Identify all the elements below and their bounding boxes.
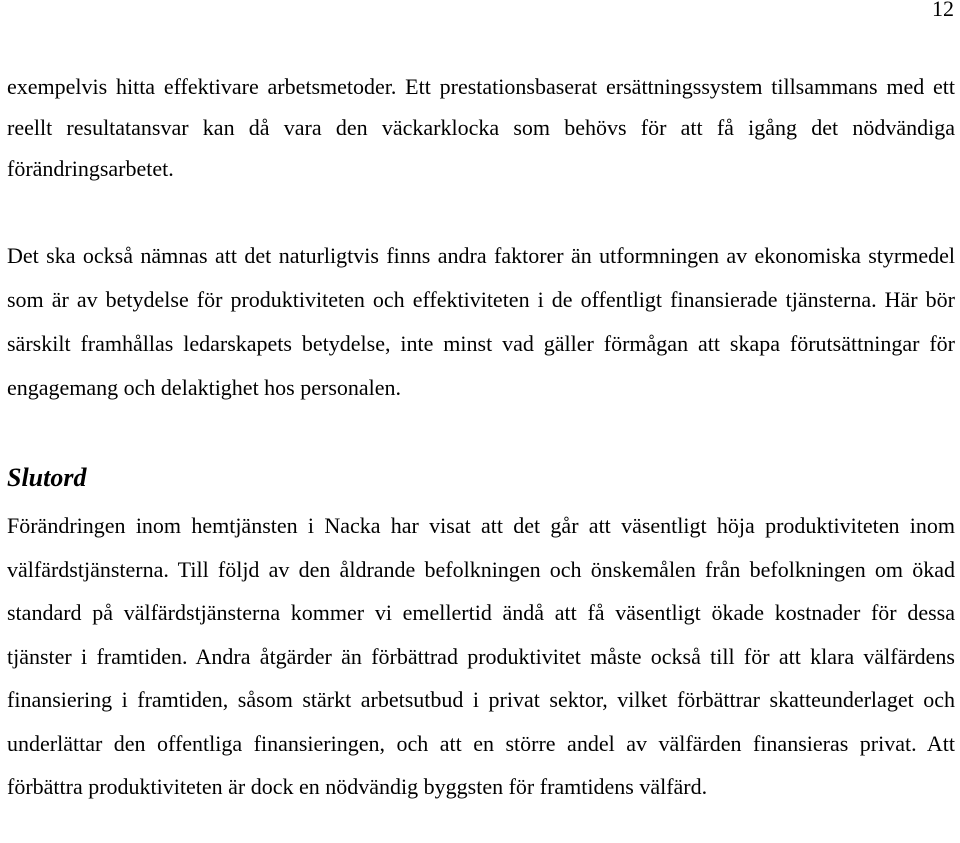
paragraph-conclusion: Förändringen inom hemtjänsten i Nacka har visat att det går att väsentligt höja produktiviteten inom välfärdstjänsterna. Till följd av den åldrande befolkningen och önskemålen från befolkningen om ökad standard på välfärdstjänsterna kommer vi emellertid ändå att få väsentligt ökade kostnader för dessa tjänster i framtiden. Andra åtgärder än förbättrad produktivitet måste också till för att klara välfärdens finansiering i framtiden, såsom stärkt arbetsutbud i privat sektor, vilket förbättrar skatteunderlaget och underlättar den offentliga finansieringen, och att en större andel av välfärden finansieras privat. Att förbättra produktiviteten är dock en nödvändig byggsten för framtidens välfärd. (7, 513, 955, 799)
section-heading-slutord: Slutord (7, 463, 87, 492)
page-number: 12 (932, 0, 954, 21)
paragraph-other-factors: Det ska också nämnas att det naturligtvis finns andra faktorer än utformningen av ekonomiska styrmedel som är av betydelse för produktiviteten och effektiviteten i de offentligt finansierade tjänsterna. Här bör särskilt framhållas ledarskapets betydelse, inte minst vad gäller förmågan att skapa förutsättningar för engagemang och delaktighet hos personalen. (7, 243, 955, 400)
paragraph-intro-continuation: exempelvis hitta effektivare arbetsmetoder. Ett prestationsbaserat ersättningssystem tillsammans med ett reellt resultatansvar kan då vara den väckarklocka som behövs för att få igång det nödvändiga förändringsarbetet. (7, 74, 955, 181)
